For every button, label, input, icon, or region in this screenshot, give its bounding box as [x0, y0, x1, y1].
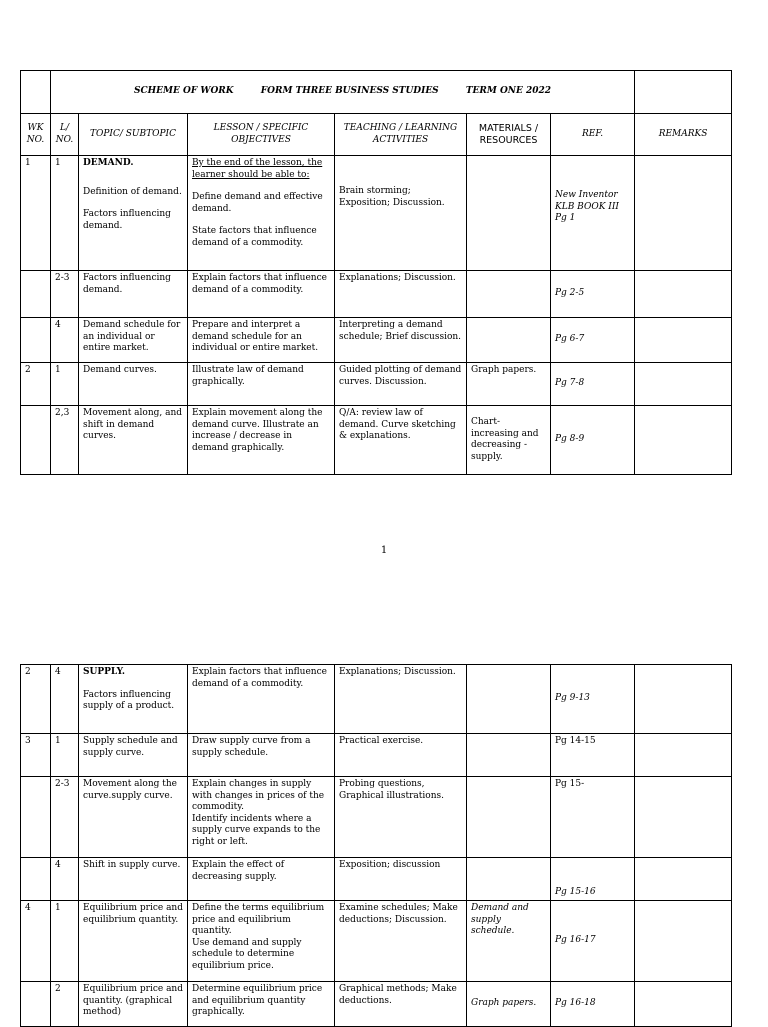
topic-cell: Movement along, and shift in demand curves.: [79, 406, 188, 475]
col-header-activities: TEACHING / LEARNING ACTIVITIES: [335, 114, 467, 156]
activities-cell: Guided plotting of demand curves. Discussion.: [335, 363, 467, 406]
reference-cell: Pg 15-16: [551, 858, 635, 901]
reference-cell: Pg 9-13: [551, 665, 635, 734]
reference-cell: Pg 2-5: [551, 271, 635, 318]
reference-cell: Pg 15-: [551, 777, 635, 858]
table-row: [21, 982, 732, 1027]
objectives-cell: [188, 156, 335, 271]
reference-cell: Pg 7-8: [551, 363, 635, 406]
table-row: [21, 858, 732, 901]
objectives-cell: Prepare and interpret a demand schedule for an individual or entire market.: [188, 318, 335, 363]
remarks-cell: [635, 777, 732, 858]
topic-cell: Movement along the curve.supply curve.: [79, 777, 188, 858]
objectives-cell: [188, 777, 335, 858]
col-header-ref: REF.: [551, 114, 635, 156]
topic-cell: Factors influencing demand.: [79, 271, 188, 318]
materials-cell: [467, 156, 551, 271]
objective: Define demand and effective demand.: [192, 192, 323, 214]
lesson-cell: 1: [51, 363, 79, 406]
table-row: [21, 665, 732, 734]
lesson-cell: 2-3: [51, 777, 79, 858]
objectives-cell: Explain the effect of decreasing supply.: [188, 858, 335, 901]
materials-cell: Demand and supply schedule.: [467, 901, 551, 982]
week-cell: 1: [21, 156, 51, 271]
materials-cell: Graph papers.: [467, 982, 551, 1027]
remarks-cell: [635, 406, 732, 475]
topic-cell: Equilibrium price and quantity. (graphical method): [79, 982, 188, 1027]
week-cell: [21, 271, 51, 318]
lesson-cell: 1: [51, 156, 79, 271]
week-cell: 4: [21, 901, 51, 982]
table-row: [21, 901, 732, 982]
table-row: [21, 156, 732, 271]
objective: Identify incidents where a supply curve expands to the right or left.: [192, 813, 321, 847]
reference-cell: Pg 6-7: [551, 318, 635, 363]
objectives-cell: Draw supply curve from a supply schedule.: [188, 734, 335, 777]
topic-title: DEMAND.: [83, 158, 134, 168]
col-header-objectives: LESSON / SPECIFIC OBJECTIVES: [188, 114, 335, 156]
col-header-topic: TOPIC/ SUBTOPIC: [79, 114, 188, 156]
lesson-cell: 1: [51, 901, 79, 982]
week-cell: [21, 982, 51, 1027]
materials-cell: [467, 271, 551, 318]
activities-cell: [335, 156, 467, 271]
activities-text: Brain storming; Exposition; Discussion.: [339, 186, 445, 208]
objectives-intro: By the end of the lesson, the learner should be able to:: [192, 158, 323, 180]
topic-cell: Shift in supply curve.: [79, 858, 188, 901]
remarks-cell: [635, 734, 732, 777]
lesson-cell: 2: [51, 982, 79, 1027]
remarks-cell: [635, 858, 732, 901]
activities-cell: Explanations; Discussion.: [335, 665, 467, 734]
remarks-cell: [635, 318, 732, 363]
lesson-cell: 4: [51, 318, 79, 363]
col-header-materials: MATERIALS / RESOURCES: [467, 114, 551, 156]
topic-cell: [79, 156, 188, 271]
week-cell: 2: [21, 665, 51, 734]
objective: Use demand and supply schedule to determine equilibrium price.: [192, 937, 302, 971]
reference-cell: Pg 8-9: [551, 406, 635, 475]
reference-cell: Pg 16-17: [551, 901, 635, 982]
remarks-cell: [635, 156, 732, 271]
activities-cell: Interpreting a demand schedule; Brief discussion.: [335, 318, 467, 363]
materials-cell: [467, 777, 551, 858]
week-cell: 3: [21, 734, 51, 777]
title-scheme: SCHEME OF WORK: [134, 86, 234, 97]
title-form: FORM THREE BUSINESS STUDIES: [260, 86, 439, 97]
reference-cell: Pg 14-15: [551, 734, 635, 777]
objective: Explain changes in supply with changes in prices of the commodity.: [192, 779, 325, 812]
materials-cell: [467, 665, 551, 734]
topic-cell: Demand curves.: [79, 363, 188, 406]
lesson-cell: 1: [51, 734, 79, 777]
header-row: [21, 114, 732, 156]
table-row: [21, 318, 732, 363]
activities-cell: Q/A: review law of demand. Curve sketching & explanations.: [335, 406, 467, 475]
week-cell: 2: [21, 363, 51, 406]
remarks-cell: [635, 665, 732, 734]
remarks-cell: [635, 363, 732, 406]
col-header-wk: WK NO.: [21, 114, 51, 156]
col-header-lno: L/ NO.: [51, 114, 79, 156]
remarks-cell: [635, 901, 732, 982]
scheme-table-page-2: [20, 664, 732, 1027]
materials-cell: [467, 318, 551, 363]
objectives-cell: Explain factors that influence demand of a commodity.: [188, 665, 335, 734]
reference-cell: Pg 16-18: [551, 982, 635, 1027]
remarks-cell: [635, 982, 732, 1027]
table-row: [21, 734, 732, 777]
objectives-cell: [188, 901, 335, 982]
subtopic: Factors influencing supply of a product.: [83, 689, 175, 711]
week-cell: [21, 406, 51, 475]
objectives-cell: Illustrate law of demand graphically.: [188, 363, 335, 406]
table-row: [21, 363, 732, 406]
reference-cell: [551, 156, 635, 271]
table-row: [21, 406, 732, 475]
document-title: [51, 71, 635, 114]
activities-cell: Examine schedules; Make deductions; Discussion.: [335, 901, 467, 982]
objectives-cell: Explain movement along the demand curve. Illustrate an increase / decrease in demand graphically.: [188, 406, 335, 475]
activities-cell: Graphical methods; Make deductions.: [335, 982, 467, 1027]
activities-cell: Explanations; Discussion.: [335, 271, 467, 318]
topic-cell: [79, 665, 188, 734]
topic-title: SUPPLY.: [83, 667, 126, 677]
table-row: [21, 271, 732, 318]
materials-cell: Chart- increasing and decreasing - supply.: [467, 406, 551, 475]
subtopic: Factors influencing demand.: [83, 209, 171, 231]
title-left-cell: [21, 71, 51, 114]
objective: Define the terms equilibrium price and equilibrium quantity.: [192, 903, 325, 936]
table-row: [21, 777, 732, 858]
topic-cell: Supply schedule and supply curve.: [79, 734, 188, 777]
materials-cell: [467, 734, 551, 777]
objectives-cell: Explain factors that influence demand of a commodity.: [188, 271, 335, 318]
activities-cell: Probing questions, Graphical illustrations.: [335, 777, 467, 858]
objective: State factors that influence demand of a commodity.: [192, 226, 317, 248]
reference-text: New Inventor KLB BOOK III Pg 1: [555, 190, 619, 223]
lesson-cell: 2,3: [51, 406, 79, 475]
page-number: 1: [380, 545, 388, 556]
lesson-cell: 4: [51, 858, 79, 901]
scheme-table-page-1: [20, 70, 732, 475]
title-right-cell: [635, 71, 732, 114]
remarks-cell: [635, 271, 732, 318]
topic-cell: Demand schedule for an individual or entire market.: [79, 318, 188, 363]
materials-cell: Graph papers.: [467, 363, 551, 406]
lesson-cell: 2-3: [51, 271, 79, 318]
week-cell: [21, 318, 51, 363]
activities-cell: Practical exercise.: [335, 734, 467, 777]
week-cell: [21, 858, 51, 901]
subtopic: Definition of demand.: [83, 186, 182, 197]
lesson-cell: 4: [51, 665, 79, 734]
objectives-cell: Determine equilibrium price and equilibrium quantity graphically.: [188, 982, 335, 1027]
col-header-remarks: REMARKS: [635, 114, 732, 156]
materials-cell: [467, 858, 551, 901]
topic-cell: Equilibrium price and equilibrium quantity.: [79, 901, 188, 982]
week-cell: [21, 777, 51, 858]
activities-cell: Exposition; discussion: [335, 858, 467, 901]
title-term: TERM ONE 2022: [465, 86, 552, 97]
title-row: [21, 71, 732, 114]
